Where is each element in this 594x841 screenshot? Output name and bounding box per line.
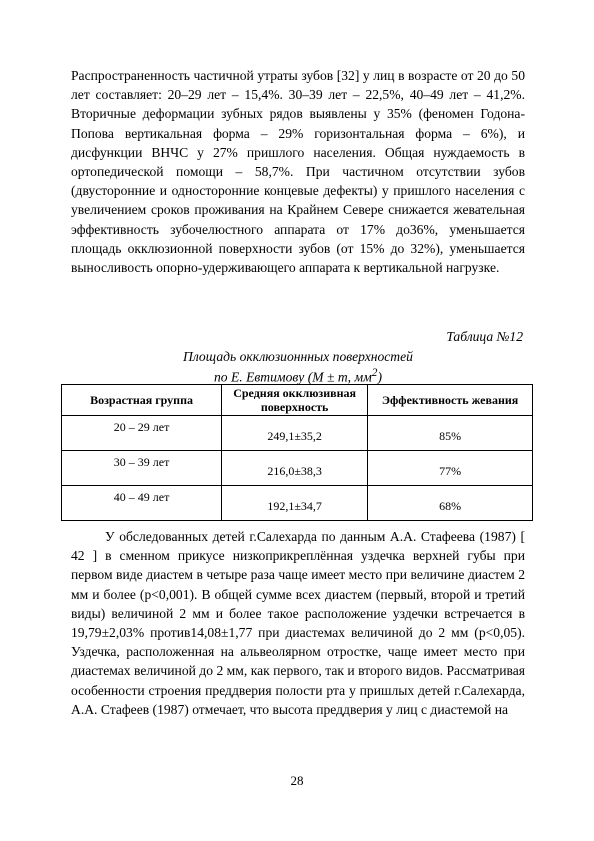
cell-occlusal-surface [222, 451, 368, 486]
chewing-efficiency-value: 85% [439, 428, 462, 443]
table-row [62, 451, 533, 486]
header-occlusal-surface: Средняя окклюзивная поверхность [222, 385, 368, 416]
cell-age-group [62, 451, 222, 486]
cell-occlusal-surface [222, 486, 368, 521]
cell-chewing-efficiency [368, 486, 533, 521]
cell-age-group [62, 416, 222, 451]
age-group-value: 30 – 39 лет [113, 454, 170, 469]
occlusal-surface-value: 249,1±35,2 [267, 428, 322, 443]
cell-age-group [62, 486, 222, 521]
age-group-value: 20 – 29 лет [113, 419, 170, 434]
body-paragraph-1: Распространенность частичной утраты зубов [32] у лиц в возрасте от 20 до 50 лет составляет: 20–29 лет – 15,4%. 30–39 лет – 22,5%, 40–49 лет – 41,2%. Вторичные деформации зубных рядов выявлены у 35% (феномен Годона-Попова вертикальная форма – 29% горизонтальная форма – 6%), и дисфункции ВНЧС у 27% пришлого населения. Общая нуждаемость в ортопедической помощи – 58,7%. При частичном отсутствии зубов (двусторонние и односторонние концевые дефекты) у пришлого населения с увеличением сроков проживания на Крайнем Севере снижается жевательная эффективность зубочелюстного аппарата от 17% до36%, уменьшается площадь окклюзионной поверхности зубов (от 15% до 32%), уменьшается выносливость опорно-удерживающего аппарата к вертикальной нагрузке. [71, 68, 525, 276]
header-age-group: Возрастная группа [62, 385, 222, 416]
header-chewing-efficiency: Эффективность жевания [368, 385, 533, 416]
cell-chewing-efficiency [368, 451, 533, 486]
chewing-efficiency-value: 68% [439, 498, 462, 513]
table-title-line-2-prefix: по Е. Евтимову (M ± m, мм [214, 369, 372, 385]
cell-occlusal-surface [222, 416, 368, 451]
occlusal-surface-table [61, 384, 533, 521]
table-row [62, 486, 533, 521]
cell-chewing-efficiency [368, 416, 533, 451]
body-paragraph-2: У обследованных детей г.Салехарда по данным А.А. Стафеева (1987) [ 42 ] в сменном прикусе низкоприкреплённая уздечка верхней губы при первом виде диастем в четыре раза чаще имеет место при величине диастем 2 мм и более (p<0,001). В общей сумме всех диастем (первый, второй и третий виды) величиной 2 мм и более такое расположение уздечки встречается в 19,79±2,03% против14,08±1,77 при диастемах величиной до 2 мм (p<0,05). Уздечка, расположенная на альвеолярном отростке, чаще имеет место при диастемах величиной до 2 мм, как первого, так и второго видов. Рассматривая особенности строения преддверия полости рта у пришлых детей г.Салехарда, А.А. Стафеев (1987) отмечает, что высота преддверия у лиц с диастемой на [71, 529, 525, 717]
table-row [62, 416, 533, 451]
occlusal-surface-value: 216,0±38,3 [267, 463, 322, 478]
page-number: 28 [290, 773, 304, 788]
table-title-superscript: 2 [371, 367, 378, 379]
table-number: Таблица №12 [446, 329, 523, 344]
age-group-value: 40 – 49 лет [113, 489, 170, 504]
table-header-row [62, 385, 533, 416]
occlusal-surface-value: 192,1±34,7 [267, 498, 322, 513]
table-title-line-2-suffix: ) [377, 369, 382, 385]
table-title [71, 348, 525, 386]
table-title-line-1: Площадь окклюзионнных поверхностей [183, 349, 413, 364]
chewing-efficiency-value: 77% [439, 463, 462, 478]
